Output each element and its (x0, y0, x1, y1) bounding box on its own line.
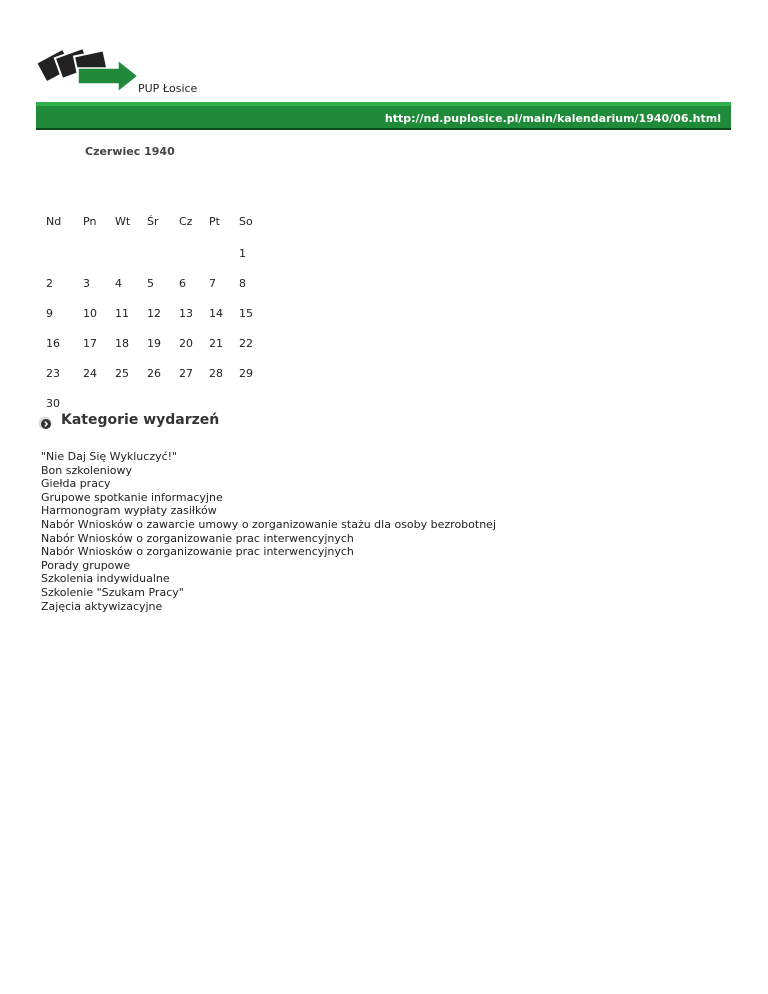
calendar-week-row (36, 358, 259, 388)
calendar-day[interactable]: 13 (179, 306, 193, 320)
list-item (41, 518, 496, 532)
category-link[interactable]: Giełda pracy (41, 477, 111, 491)
list-item (41, 504, 496, 518)
calendar-day[interactable]: 20 (179, 336, 193, 350)
calendar-day[interactable]: 2 (46, 276, 53, 290)
page-url-link[interactable]: http://nd.puplosice.pl/main/kalendarium/1940/06.html (384, 112, 721, 125)
calendar-day[interactable]: 14 (209, 306, 223, 320)
category-link[interactable]: "Nie Daj Się Wykluczyć!" (41, 450, 178, 463)
calendar-day[interactable]: 28 (209, 366, 223, 380)
calendar-day[interactable]: 19 (147, 336, 161, 350)
weekday-header: Nd (46, 214, 62, 228)
list-item (41, 477, 496, 491)
calendar-day[interactable]: 10 (83, 306, 97, 320)
calendar-day[interactable]: 7 (209, 276, 216, 290)
weekday-header: Pn (83, 214, 97, 228)
calendar-grid (36, 204, 259, 418)
org-name-link[interactable]: PUP Łosice (138, 82, 198, 95)
calendar-weeks (36, 238, 259, 418)
weekday-header: Wt (115, 214, 131, 228)
list-item (41, 572, 496, 586)
category-link[interactable]: Nabór Wniosków o zorganizowanie prac interwencyjnych (41, 531, 354, 545)
calendar-day[interactable]: 6 (179, 276, 186, 290)
calendar-week-row (36, 238, 259, 268)
category-link[interactable]: Porady grupowe (41, 558, 131, 572)
weekday-header: So (239, 214, 253, 228)
header-banner (36, 102, 731, 130)
calendar-day[interactable]: 4 (115, 276, 122, 290)
category-link[interactable]: Szkolenia indywidualne (41, 572, 170, 586)
calendar-week-row (36, 328, 259, 358)
calendar-day[interactable]: 30 (46, 396, 60, 410)
category-link[interactable]: Szkolenie "Szukam Pracy" (41, 585, 184, 599)
list-item (41, 450, 496, 464)
weekday-header: Cz (179, 214, 193, 228)
calendar-month-title: Czerwiec 1940 (85, 145, 175, 158)
calendar-day[interactable]: 17 (83, 336, 97, 350)
category-link[interactable]: Harmonogram wypłaty zasiłków (41, 504, 217, 518)
calendar-day[interactable]: 23 (46, 366, 60, 380)
calendar-day[interactable]: 11 (115, 306, 129, 320)
calendar-day[interactable]: 27 (179, 366, 193, 380)
list-item (41, 532, 496, 546)
calendar-day[interactable]: 24 (83, 366, 97, 380)
list-item (41, 491, 496, 505)
page-header (0, 0, 768, 135)
calendar-empty-cell (199, 238, 229, 268)
categories-list (41, 450, 496, 613)
logo-icon[interactable] (34, 40, 144, 96)
categories-title: Kategorie wydarzeń (61, 412, 220, 428)
calendar-empty-cell (169, 238, 199, 268)
calendar-empty-cell (105, 238, 137, 268)
calendar-empty-cell (229, 388, 259, 418)
calendar-day[interactable]: 5 (147, 276, 154, 290)
calendar-empty-cell (36, 238, 73, 268)
calendar-day[interactable]: 9 (46, 306, 53, 320)
calendar-day[interactable]: 15 (239, 306, 253, 320)
list-item (41, 464, 496, 478)
calendar-day[interactable]: 18 (115, 336, 129, 350)
calendar-day[interactable]: 16 (46, 336, 60, 350)
list-item (41, 586, 496, 600)
calendar-week-row (36, 268, 259, 298)
category-link[interactable]: Bon szkoleniowy (41, 463, 133, 477)
category-link[interactable]: Grupowe spotkanie informacyjne (41, 490, 223, 504)
category-link[interactable]: Nabór Wniosków o zorganizowanie prac interwencyjnych (41, 545, 354, 559)
calendar-empty-cell (73, 238, 105, 268)
list-item (41, 600, 496, 614)
list-item (41, 559, 496, 573)
weekday-header-row (36, 204, 259, 238)
calendar-day[interactable]: 8 (239, 276, 246, 290)
weekday-header: Pt (209, 214, 220, 228)
circle-chevron-right-icon (38, 416, 52, 430)
calendar-day[interactable]: 21 (209, 336, 223, 350)
calendar-empty-cell (137, 238, 169, 268)
list-item (41, 545, 496, 559)
weekday-header: Śr (147, 214, 159, 228)
calendar-day[interactable]: 29 (239, 366, 253, 380)
calendar-day[interactable]: 26 (147, 366, 161, 380)
calendar-day[interactable]: 12 (147, 306, 161, 320)
calendar-day[interactable]: 1 (239, 246, 246, 260)
calendar-week-row (36, 298, 259, 328)
category-link[interactable]: Zajęcia aktywizacyjne (41, 599, 163, 613)
calendar-day[interactable]: 22 (239, 336, 253, 350)
category-link[interactable]: Nabór Wniosków o zawarcie umowy o zorganizowanie stażu dla osoby bezrobotnej (41, 517, 496, 531)
calendar-day[interactable]: 3 (83, 276, 90, 290)
calendar-day[interactable]: 25 (115, 366, 129, 380)
